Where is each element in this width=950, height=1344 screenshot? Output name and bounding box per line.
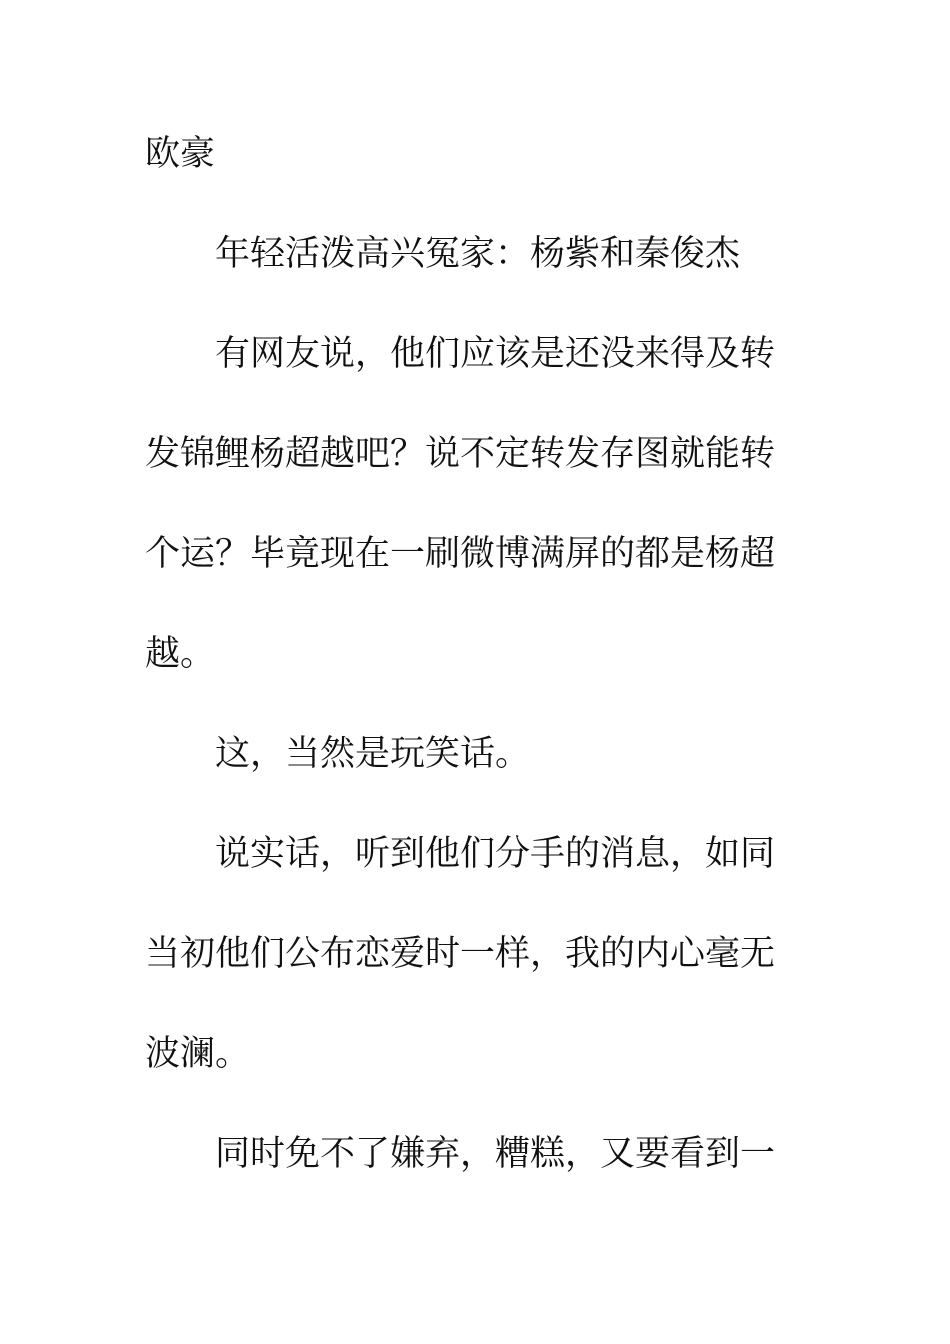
text-line-3: 有网友说，他们应该是还没来得及转 <box>215 334 776 374</box>
text-line-9: 当初他们公布恋爱时一样，我的内心毫无 <box>145 934 776 974</box>
text-line-5: 个运？毕竟现在一刷微博满屏的都是杨超 <box>145 534 776 574</box>
text-line-4: 发锦鲤杨超越吧？说不定转发存图就能转 <box>145 434 776 474</box>
text-line-2: 年轻活泼高兴冤家：杨紫和秦俊杰 <box>215 234 741 274</box>
text-line-1: 欧豪 <box>145 134 216 174</box>
text-line-10: 波澜。 <box>145 1034 251 1074</box>
text-line-11: 同时免不了嫌弃，糟糕，又要看到一 <box>215 1134 776 1174</box>
text-line-6: 越。 <box>145 634 216 674</box>
text-line-7: 这，当然是玩笑话。 <box>215 734 531 774</box>
text-line-8: 说实话，听到他们分手的消息，如同 <box>215 834 776 874</box>
